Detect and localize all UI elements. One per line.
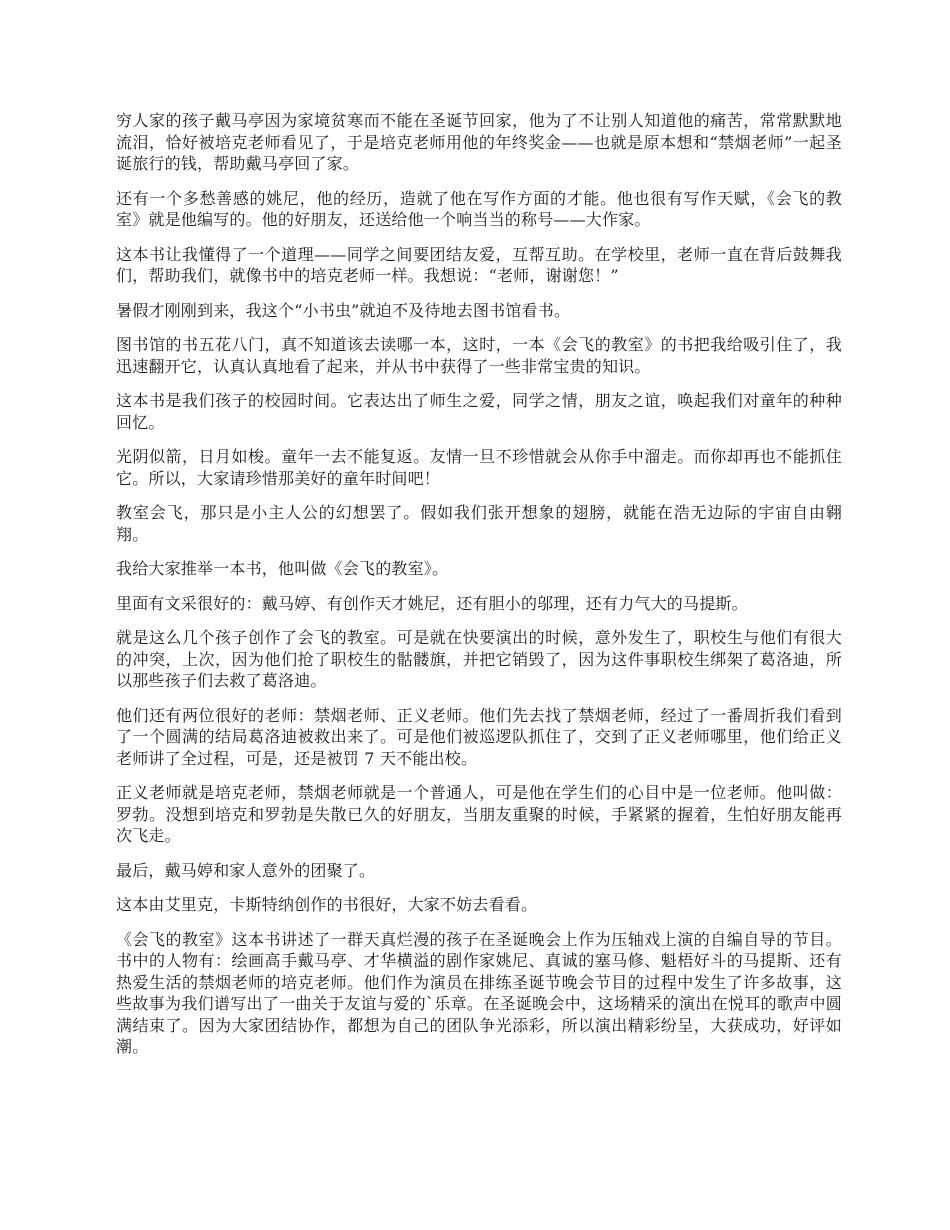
paragraph-13: 正义老师就是培克老师，禁烟老师就是一个普通人，可是他在学生们的心目中是一位老师。他叫做：罗勃。没想到培克和罗勃是失散已久的好朋友，当朋友重聚的时候，手紧紧的握着，生怕好朋友能再次飞走。	[116, 783, 842, 845]
paragraph-5: 图书馆的书五花八门，真不知道该去读哪一本，这时，一本《会飞的教室》的书把我给吸引住了，我迅速翻开它，认真认真地看了起来，并从书中获得了一些非常宝贵的知识。	[116, 335, 842, 376]
paragraph-7: 光阴似箭，日月如梭。童年一去不能复返。友情一旦不珍惜就会从你手中溜走。而你却再也不能抓住它。所以，大家请珍惜那美好的童年时间吧！	[116, 447, 842, 488]
paragraph-6: 这本书是我们孩子的校园时间。它表达出了师生之爱，同学之情，朋友之谊，唤起我们对童年的种种回忆。	[116, 391, 842, 432]
paragraph-15: 这本由艾里克，卡斯特纳创作的书很好，大家不妨去看看。	[116, 895, 538, 914]
paragraph-3: 这本书让我懂得了一个道理——同学之间要团结友爱，互帮互助。在学校里，老师一直在背后鼓舞我们，帮助我们，就像书中的培克老师一样。我想说：“老师，谢谢您！”	[116, 244, 842, 285]
paragraph-14: 最后，戴马婷和家人意外的团聚了。	[116, 860, 376, 880]
paragraph-16: 《会飞的教室》这本书讲述了一群天真烂漫的孩子在圣诞晚会上作为压轴戏上演的自编自导的节目。书中的人物有：绘画高手戴马亭、才华横溢的剧作家姚尼、真诚的塞马修、魁梧好斗的马提斯、还有热爱生活的禁烟老师的培克老师。他们作为演员在排练圣诞节晚会节目的过程中发生了许多故事，这些故事为我们谱写出了一曲关于友谊与爱的`乐章。在圣诞晚会中，这场精采的演出在悦耳的歌声中圆满结束了。因为大家团结协作，都想为自己的团队争光添彩，所以演出精彩纷呈，大获成功，好评如潮。	[116, 929, 842, 1056]
paragraph-9: 我给大家推举一本书，他叫做《会飞的教室》。	[116, 559, 449, 578]
document-body	[116, 110, 842, 1071]
paragraph-10: 里面有文采很好的：戴马婷、有创作天才姚尼，还有胆小的邬理，还有力气大的马提斯。	[116, 593, 748, 613]
paragraph-4: 暑假才刚刚到来，我这个“小书虫”就迫不及待地去图书馆看书。	[116, 300, 571, 320]
paragraph-2: 还有一个多愁善感的姚尼，他的经历，造就了他在写作方面的才能。他也很有写作天赋，《会飞的教室》就是他编写的。他的好朋友，还送给他一个响当当的称号——大作家。	[116, 188, 842, 229]
paragraph-8: 教室会飞，那只是小主人公的幻想罢了。假如我们张开想象的翅膀，就能在浩无边际的宇宙自由翱翔。	[116, 503, 842, 544]
paragraph-12: 他们还有两位很好的老师：禁烟老师、正义老师。他们先去找了禁烟老师，经过了一番周折我们看到了一个圆满的结局葛洛迪被救出来了。可是他们被巡逻队抓住了，交到了正义老师哪里，他们给正义老师讲了全过程，可是，还是被罚 7 天不能出校。	[116, 705, 842, 768]
paragraph-1: 穷人家的孩子戴马亭因为家境贫寒而不能在圣诞节回家，他为了不让别人知道他的痛苦，常常默默地流泪，恰好被培克老师看见了，于是培克老师用他的年终奖金——也就是原本想和“禁烟老师”一起圣诞旅行的钱，帮助戴马亭回了家。	[116, 111, 842, 173]
paragraph-11: 就是这么几个孩子创作了会飞的教室。可是就在快要演出的时候，意外发生了，职校生与他们有很大的冲突，上次，因为他们抢了职校生的骷髅旗，并把它销毁了，因为这件事职校生绑架了葛洛迪，所以那些孩子们去救了葛洛迪。	[116, 628, 842, 690]
